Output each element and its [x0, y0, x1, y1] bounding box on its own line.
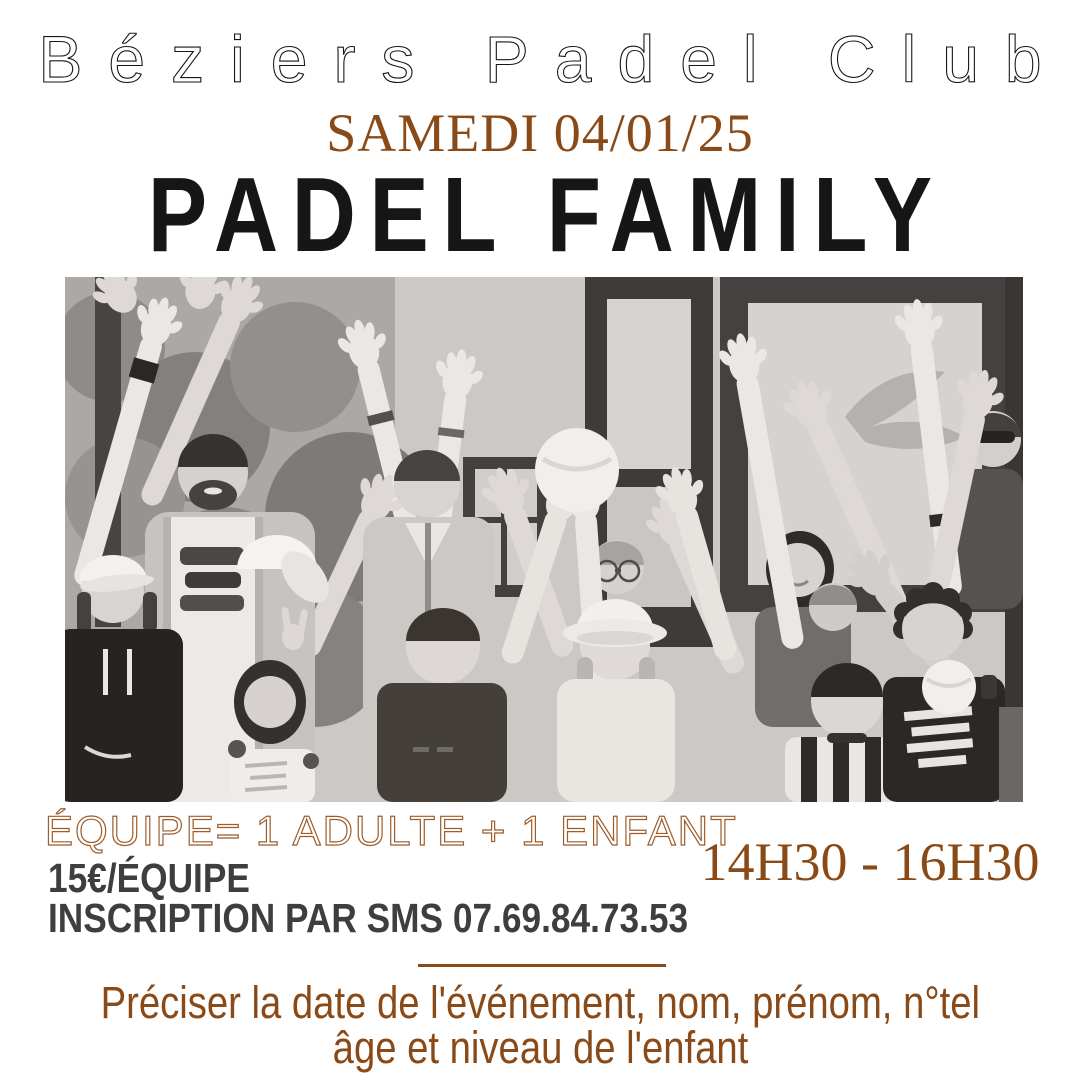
event-time: 14H30 - 16H30 — [700, 832, 1040, 892]
instructions-line1: Préciser la date de l'événement, nom, prénom, n°tel — [100, 977, 980, 1028]
registration — [48, 895, 792, 941]
price-text: 15€/ÉQUIPE — [48, 855, 250, 901]
event-photo — [65, 277, 1023, 802]
event-title — [0, 156, 1080, 274]
price — [48, 855, 283, 901]
event-date: SAMEDI 04/01/25 — [326, 103, 754, 163]
photo-ball-raised — [535, 428, 619, 512]
photo-svg — [65, 277, 1023, 802]
team-rule: ÉQUIPE= 1 ADULTE + 1 ENFANT — [45, 807, 738, 854]
event-title-text: PADEL FAMILY — [147, 156, 946, 274]
club-name: Béziers Padel Club — [38, 22, 1068, 96]
divider-line — [418, 964, 666, 967]
instructions — [0, 977, 1080, 1073]
instructions-line2: âge et niveau de l'enfant — [332, 1022, 748, 1073]
registration-text: INSCRIPTION PAR SMS 07.69.84.73.53 — [48, 895, 689, 941]
